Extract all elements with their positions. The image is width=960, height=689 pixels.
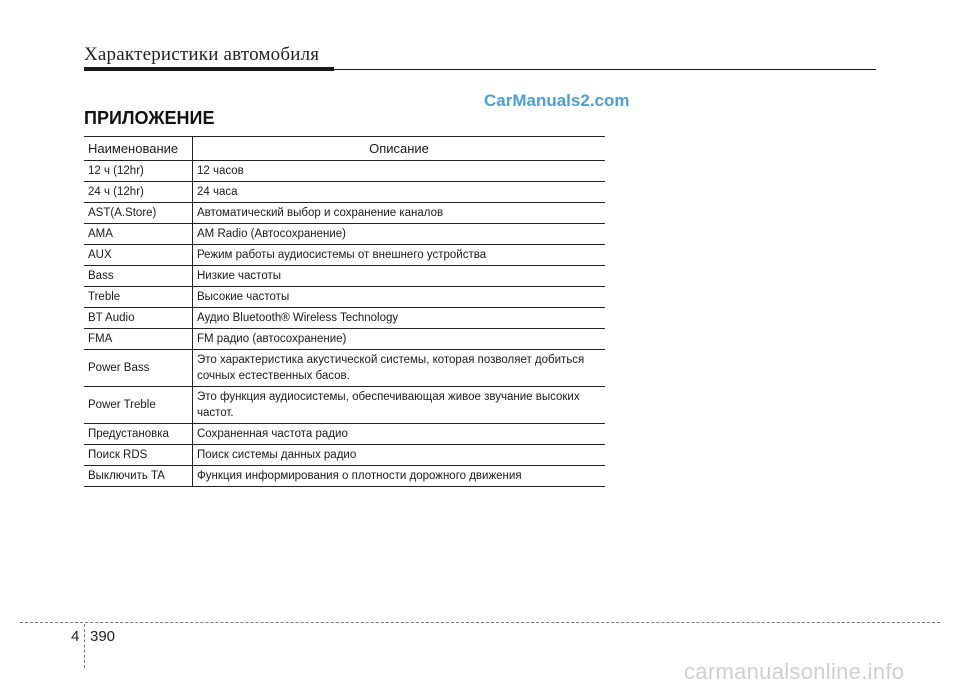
table-row — [84, 350, 605, 387]
footer-dashed-rule — [20, 622, 940, 623]
row-name-cell: Предустановка — [84, 424, 193, 445]
table-body — [84, 161, 605, 487]
table-row — [84, 203, 605, 224]
row-description-cell: Низкие частоты — [193, 266, 606, 287]
column-header-name: Наименование — [84, 137, 193, 161]
row-description-cell: Поиск системы данных радио — [193, 445, 606, 466]
row-description-cell: Это функция аудиосистемы, обеспечивающая живое звучание высоких частот. — [193, 387, 606, 424]
row-description-cell: FM радио (автосохранение) — [193, 329, 606, 350]
row-name-cell: Выключить TA — [84, 466, 193, 487]
column-header-description: Описание — [193, 137, 606, 161]
row-name-cell: Bass — [84, 266, 193, 287]
watermark-link[interactable]: CarManuals2.com — [484, 91, 630, 110]
row-description-cell: Аудио Bluetooth® Wireless Technology — [193, 308, 606, 329]
table-row — [84, 161, 605, 182]
spec-table — [84, 136, 605, 487]
row-name-cell: BT Audio — [84, 308, 193, 329]
row-description-cell: Это характеристика акустической системы, которая позволяет добиться сочных естественных басов. — [193, 350, 606, 387]
row-name-cell: FMA — [84, 329, 193, 350]
table-row — [84, 424, 605, 445]
row-description-cell: Автоматический выбор и сохранение каналов — [193, 203, 606, 224]
table-row — [84, 224, 605, 245]
row-description-cell: 12 часов — [193, 161, 606, 182]
header-rule-thin — [334, 69, 876, 70]
row-name-cell: Treble — [84, 287, 193, 308]
table-header-row — [84, 137, 605, 161]
table-row — [84, 445, 605, 466]
row-name-cell: 24 ч (12hr) — [84, 182, 193, 203]
table-row — [84, 266, 605, 287]
table-row — [84, 466, 605, 487]
page-header-title: Характеристики автомобиля — [84, 44, 320, 65]
table-row — [84, 287, 605, 308]
row-name-cell: Поиск RDS — [84, 445, 193, 466]
table-row — [84, 329, 605, 350]
table-row — [84, 182, 605, 203]
row-name-cell: 12 ч (12hr) — [84, 161, 193, 182]
row-name-cell: AMA — [84, 224, 193, 245]
section-title: ПРИЛОЖЕНИЕ — [84, 108, 215, 128]
row-description-cell: 24 часа — [193, 182, 606, 203]
row-description-cell: Функция информирования о плотности дорожного движения — [193, 466, 606, 487]
row-description-cell: Сохраненная частота радио — [193, 424, 606, 445]
row-name-cell: AST(A.Store) — [84, 203, 193, 224]
row-name-cell: Power Bass — [84, 350, 193, 387]
footer-dashed-divider — [84, 624, 85, 668]
table-row — [84, 245, 605, 266]
row-description-cell: AM Radio (Автосохранение) — [193, 224, 606, 245]
header-rule-thick — [84, 67, 334, 71]
table-row — [84, 387, 605, 424]
footer-watermark: carmanualsonline.info — [684, 659, 905, 684]
row-name-cell: AUX — [84, 245, 193, 266]
table-row — [84, 308, 605, 329]
page-number: 390 — [90, 628, 116, 645]
row-name-cell: Power Treble — [84, 387, 193, 424]
row-description-cell: Высокие частоты — [193, 287, 606, 308]
row-description-cell: Режим работы аудиосистемы от внешнего устройства — [193, 245, 606, 266]
chapter-number: 4 — [71, 628, 80, 645]
